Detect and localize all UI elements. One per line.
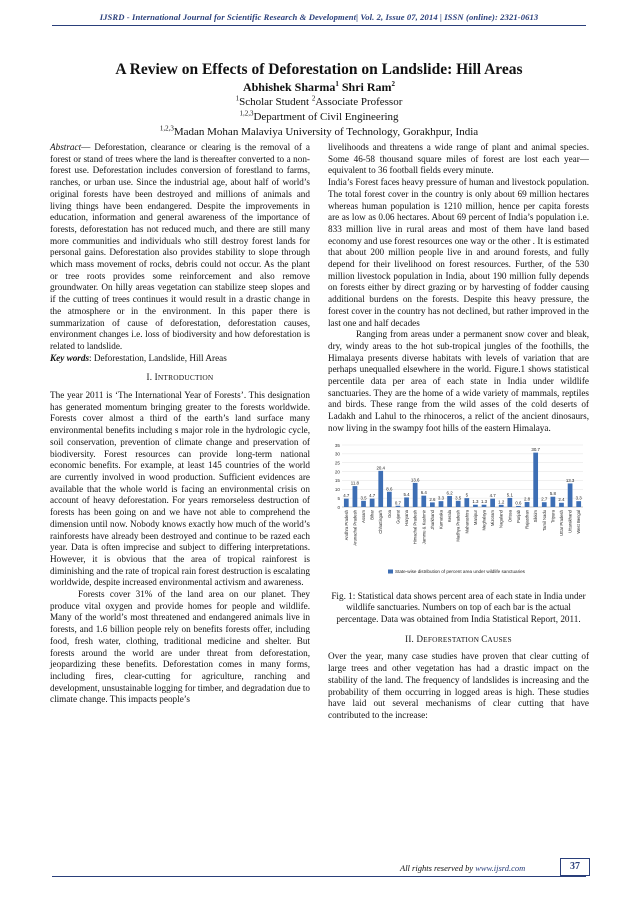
bar	[507, 498, 512, 507]
category-label: Sikkim	[533, 509, 539, 522]
bar	[559, 502, 564, 506]
left-column	[50, 142, 310, 706]
data-label: 20.4	[376, 464, 386, 470]
data-label: 11.8	[350, 480, 360, 486]
bar	[413, 482, 418, 506]
section-cap: D	[416, 633, 424, 644]
legend-swatch	[388, 569, 393, 573]
bar	[533, 452, 538, 506]
data-label: 6.4	[420, 489, 427, 495]
section-number: I.	[146, 372, 153, 383]
intro-paragraph-1: The year 2011 is ‘The International Year of Forests’. This designation has generated momentum bringing greater to the forests worldwide. Forests cover almost a third of the earth’s land surface many environmental benefits including s major role in the hydrologic cycle, soil conservation, prevention of climate change and preservation of biodiversity. Forest resources can provide long-term national economic benefits. For example, at least 145 countries of the world are currently involved in wood production. Sufficient evidences are available that the whole world is facing an environmental crisis on account of heavy deforestation. For years remorseless destruction of forests has been going on and we have not able to comprehend the dimension until now. Nobody knows exactly how much of the world’s rainforests have already been destroyed and continue to be razed each year. Data is often imprecise and subject to differing interpretations. However, it is obvious that the area of tropical rainforest is diminishing and the rate of tropical rain forest destruction is escalating worldwide, despite increased environmental activism and awareness.	[50, 390, 310, 588]
category-label: Jammu & Kashmir	[421, 509, 427, 544]
bar	[404, 497, 409, 507]
y-tick-label: 20	[334, 468, 340, 474]
bar	[551, 496, 556, 506]
intro-paragraph-2: Forests cover 31% of the land area on our planet. They produce vital oxygen and provide homes for people and wildlife. Many of the world’s most threatened and endangered animals live in forests, and 1.6 billion people rely on benefits forests offer, including food, fresh water, clothing, traditional medicine and shelter. But forests around the world are under threat from deforestation, jeopardizing these benefits. Deforestation comes in many forms, including fires, clear-cutting for agriculture, ranching and development, unsustainable logging for timber, and degradation due to climate change. This impacts people’s	[50, 589, 310, 705]
category-label: Rajasthan	[524, 509, 530, 529]
data-label: 5.1	[506, 492, 513, 498]
data-label: 5	[465, 492, 469, 498]
data-label: 4.7	[489, 492, 496, 498]
bar	[456, 500, 461, 506]
section-rest: EFORESTATION	[423, 634, 482, 644]
category-label: West Bengal	[576, 509, 582, 534]
section-heading-causes	[328, 634, 589, 646]
category-label: Maharashtra	[464, 509, 470, 534]
category-label: Uttar Pradesh	[558, 509, 564, 536]
data-label: 2.8	[523, 496, 531, 502]
data-label: 0.6	[515, 500, 522, 506]
data-label: 1.3	[480, 498, 488, 504]
author-1: Abhishek Sharma	[242, 80, 336, 94]
paragraph-livelihoods: livelihoods and threatens a wide range of plant and animal species. Some 46-58 thousand square miles of forest are lost each year—equivalent to 36 football fields every minute.	[328, 142, 589, 176]
bar	[370, 498, 375, 506]
keywords	[50, 353, 310, 365]
category-label: Gujarat	[395, 509, 401, 524]
footer-rights	[400, 863, 525, 873]
data-label: 1.2	[498, 498, 505, 504]
right-column	[328, 142, 589, 722]
aff-university: Madan Mohan Malaviya University of Technology, Gorakhpur, India	[173, 126, 479, 138]
y-tick-label: 10	[334, 486, 340, 492]
author-1-sup: 1	[335, 80, 339, 88]
authors	[0, 80, 638, 95]
section-rest: NTRODUCTION	[157, 373, 214, 383]
bar	[490, 498, 495, 506]
category-label: Uttarakhand	[567, 509, 573, 533]
figure-caption: Fig. 1: Statistical data shows percent area of each state in India under wildlife sanctuaries. Numbers on top of each bar is the actual percentage. Data was obtained from India Statistical Report, 2011.	[331, 590, 586, 624]
aff-role-1: Scholar Student	[239, 96, 312, 108]
data-label: 3.3	[437, 495, 445, 501]
data-label: 5.4	[403, 491, 410, 497]
affiliation-roles	[0, 96, 638, 108]
section-heading-introduction	[50, 372, 310, 384]
category-label: Assam	[361, 509, 367, 523]
data-label: 13.6	[410, 476, 420, 482]
bar	[568, 483, 573, 507]
category-label: Kerala	[447, 509, 453, 522]
footer-rule	[52, 876, 586, 877]
paragraph-himalaya: Ranging from areas under a permanent snow cover and bleak, dry, windy areas to the hot sub-tropical jungles of the foothills, the Himalaya presents diverse habitats with levels of variation that are perhaps unequalled elsewhere in the world. Figure.1 shows statistical percentile data per area of each state in India under wildlife sanctuaries. They are the home of a wide variety of mammals, reptiles and birds. These range from the wild asses of the cold deserts of Ladakh and Lahul to the rhinoceros, a relict of the ancient dinosaurs, now living in the swampy foot hills of the eastern Himalaya.	[328, 329, 589, 433]
bar	[396, 505, 401, 506]
data-label: 8.6	[386, 485, 393, 491]
category-label: Karnataka	[438, 509, 444, 529]
category-label: Orissa	[507, 509, 513, 522]
category-label: Meghalaya	[481, 509, 487, 531]
data-label: 1.3	[472, 498, 479, 504]
paragraph-india-forest: India’s Forest faces heavy pressure of human and livestock population. The total forest cover in the country is only about 69 million hectares whereas human population is 1210 million, hence per capita forests are as low as 0.06 hectares. About 69 percent of India’s population i.e. 833 million live in rural areas and most of them have land based economy and use forest resources one way or the other . It is estimated that about 200 million people live in and around forests, and fully depend for their livelihood on forest resources. Further, of the 530 million livestock population in India, about 190 million fully depends on forests either by direct grazing or by harvesting of fodder causing additional burdens on the forests. Despite this heavy pressure, the forest cover in the country has not declined, but rather improved in the last one and half decades	[328, 177, 589, 328]
category-label: Bihar	[369, 509, 375, 520]
category-label: Nagaland	[498, 509, 504, 528]
bar	[464, 498, 469, 507]
abstract-label: Abstract	[50, 142, 82, 152]
data-label: 4.7	[369, 492, 376, 498]
data-label: 3.5	[455, 494, 462, 500]
data-label: 6.2	[446, 490, 453, 496]
data-label: 2.7	[541, 496, 548, 502]
author-2: Shri Ram	[338, 80, 392, 94]
category-label: Tripura	[550, 509, 556, 523]
bar	[499, 504, 504, 506]
paragraph-causes: Over the year, many case studies have proven that clear cutting of large trees and other vegetation has had a drastic impact on the stability of the land. The frequency of landslides is increasing and the probability of them occurring in logged areas is high. These studies have laid out several mechanisms of clear cutting that have contributed to the increase:	[328, 651, 589, 720]
bar	[353, 486, 358, 507]
data-label: 0.7	[394, 499, 402, 505]
bar-chart	[328, 439, 589, 579]
aff-sup: 1,2,3	[239, 109, 254, 118]
page-number: 37	[560, 858, 590, 876]
bar	[378, 470, 383, 506]
abstract	[50, 142, 310, 353]
aff-role-2: Associate Professor	[315, 96, 403, 108]
y-tick-label: 15	[334, 477, 340, 483]
category-label: Punjab	[515, 509, 521, 523]
data-label: 5.8	[549, 490, 556, 496]
y-tick-label: 35	[334, 442, 340, 448]
author-2-sup: 2	[391, 80, 396, 88]
category-label: Chhattisgarh	[378, 509, 384, 534]
aff-sup: 1,2,3	[159, 124, 174, 133]
bar	[387, 491, 392, 506]
journal-header: IJSRD - International Journal for Scientific Research & Development| Vol. 2, Issue 07, 2014 | ISSN (online): 2321-0613	[99, 12, 539, 22]
bar	[430, 502, 435, 507]
category-label: Goa	[386, 509, 392, 518]
data-label: 30.7	[531, 446, 540, 452]
affiliation-university	[0, 126, 638, 138]
bar	[525, 502, 530, 507]
bar	[473, 504, 478, 506]
bar	[344, 498, 349, 506]
section-cap: C	[481, 633, 488, 644]
data-label: 3.5	[360, 494, 367, 500]
affiliation-department	[0, 111, 638, 123]
bar	[447, 496, 452, 507]
data-label: 13.3	[565, 477, 575, 483]
bar	[516, 506, 521, 507]
y-tick-label: 5	[337, 495, 340, 501]
y-tick-label: 25	[334, 460, 340, 466]
category-label: Mizoram	[490, 509, 496, 526]
aff-sup: 2	[311, 94, 316, 103]
keywords-label: Key words	[50, 352, 90, 363]
y-tick-label: 0	[337, 504, 340, 510]
category-label: Jharkhand	[429, 509, 435, 530]
category-label: Tamil Nadu	[541, 509, 547, 531]
bar	[576, 501, 581, 507]
category-label: Haryana	[404, 509, 410, 526]
category-label: Manipur	[472, 509, 478, 525]
bar	[482, 504, 487, 506]
abstract-text: — Deforestation, clearance or clearing is the removal of a forest or stand of trees where the land is thereafter converted to a non-forest use. Deforestation includes conversion of forestland to farms, ranches, or urban use. Since the industrial age, about half of world’s original forests have been destroyed and millions of animals and living things have been endangered. Despite the improvements in education, information and general awareness of the importance of forests, deforestation has not reduced much, and there are still many more communities and individuals who still destroy forest lands for personal gains. Deforestation also provides stability to slope through which mass movement of rocks, debris could not occur. As the plant or tree roots provides some reinforcement and also remove groundwater. On hilly areas vegetation can stabilize steep slopes and if the cutting of trees continues it would result in a drastic change in the atmosphere or in the environment. In this paper there is summarization of cause of deforestation, deforestation causes, environment changes i.e. loss of biodiversity and how deforestation is related to landslide.	[50, 142, 310, 351]
keywords-text: : Deforestation, Landslide, Hill Areas	[89, 352, 227, 363]
legend-label: State-wise distribution of percent area under wildlife sanctuaries	[395, 568, 525, 574]
section-number: II.	[405, 633, 414, 644]
footer-site-link[interactable]: www.ijsrd.com	[475, 863, 526, 873]
section-rest: AUSES	[487, 634, 512, 644]
header-rule	[52, 25, 586, 26]
data-label: 4.7	[343, 492, 350, 498]
paper-title: A Review on Effects of Deforestation on Landslide: Hill Areas	[115, 61, 523, 78]
category-label: Madhya Pradesh	[455, 509, 461, 542]
category-label: Himachal Pradesh	[412, 509, 418, 544]
y-tick-label: 30	[334, 451, 340, 457]
bar	[542, 502, 547, 507]
aff-department: Department of Civil Engineering	[253, 111, 399, 123]
bar	[421, 495, 426, 506]
data-label: 3.3	[575, 495, 582, 501]
footer-text: All rights reserved by	[400, 863, 476, 873]
data-label: 2.4	[558, 496, 565, 502]
bar	[439, 501, 444, 507]
section-cap: I	[154, 372, 158, 383]
category-label: Arunachal Pradesh	[352, 509, 358, 546]
data-label: 2.6	[429, 496, 436, 502]
category-label: Andhra Pradesh	[343, 509, 349, 540]
bar	[361, 500, 366, 506]
aff-sup: 1	[235, 94, 240, 103]
